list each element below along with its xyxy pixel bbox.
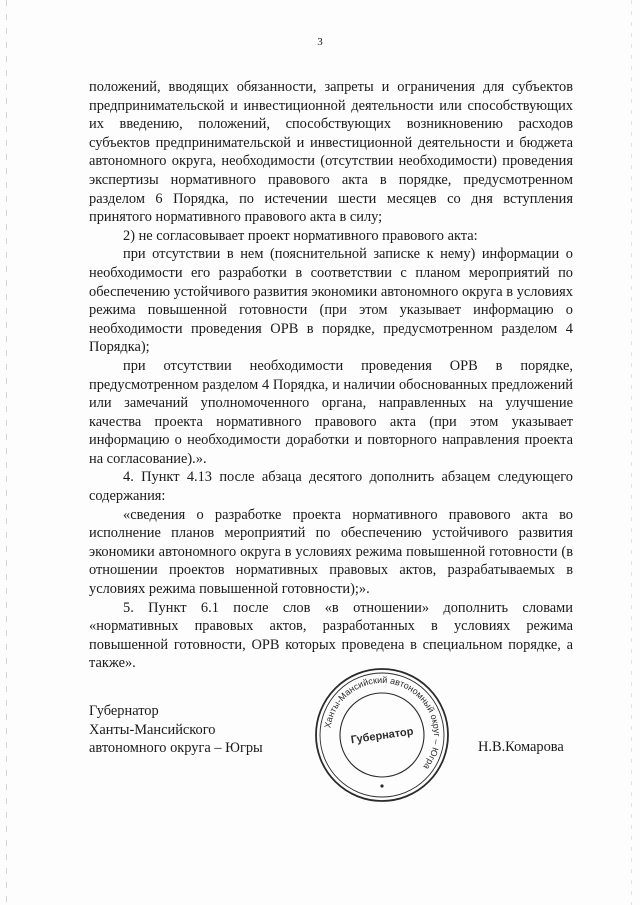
seal-dot xyxy=(380,784,383,787)
page-number: 3 xyxy=(317,36,323,48)
paragraph: 5. Пункт 6.1 после слов «в отношении» дополнить словами «нормативных правовых актов, разработанных в условиях режима повышенной готовности, ОРВ которых проведена в специальном порядке, а также». xyxy=(89,599,573,672)
signatory-region: автономного округа – Югры xyxy=(89,740,263,757)
scan-edge-left xyxy=(6,0,7,905)
scan-edge-right xyxy=(631,0,632,905)
official-seal xyxy=(313,666,451,804)
paragraph: при отсутствии необходимости проведения ОРВ в порядке, предусмотренном разделом 4 Порядка, и наличии обоснованных предложений или замечаний уполномоченного органа, направленных на улучшение качества проекта нормативного правового акта (при этом указывает информацию о необходимости доработки и повторного направления проекта на согласование).». xyxy=(89,357,573,467)
signature-block xyxy=(89,702,263,758)
seal-center-text: Губернатор xyxy=(350,725,415,747)
paragraph: 4. Пункт 4.13 после абзаца десятого дополнить абзацем следующего содержания: xyxy=(89,469,573,505)
paragraph: при отсутствии в нем (пояснительной записке к нему) информации о необходимости его разработки в соответствии с планом мероприятий по обеспечению устойчивого развития экономики автономного округа в условиях режима повышенной готовности (при этом указывает информацию о необходимости проведения ОРВ в порядке, предусмотренном разделом 4 Порядка); xyxy=(89,246,573,356)
paragraph: «сведения о разработке проекта нормативного правового акта во исполнение планов мероприятий по обеспечению устойчивого развития экономики автономного округа в условиях режима повышенной готовности (в отношении проектов нормативных правовых актов, разрабатываемых в условиях режима повышенной готовности);». xyxy=(89,506,573,598)
paragraph: положений, вводящих обязанности, запреты и ограничения для субъектов предпринимательской и инвестиционной деятельности или способствующих их введению, положений, способствующих возникновению расходов субъектов предпринимательской и инвестиционной деятельности и бюджета автономного округа, необходимости (отсутствии необходимости) проведения экспертизы нормативного правового акта в порядке, предусмотренном разделом 6 Порядка, по истечении шести месяцев со дня вступления принятого нормативного правового акта в силу; xyxy=(89,79,573,226)
signatory-region: Ханты-Мансийского xyxy=(89,721,216,738)
signer-name: Н.В.Комарова xyxy=(478,739,564,755)
seal-ring-text: Ханты-Мансийский автономный округ – Югра xyxy=(322,674,443,772)
document-body xyxy=(89,78,573,673)
seal-stamp-graphic xyxy=(313,666,451,804)
signatory-title: Губернатор xyxy=(89,703,159,719)
paragraph: 2) не согласовывает проект нормативного правового акта: xyxy=(123,227,478,244)
